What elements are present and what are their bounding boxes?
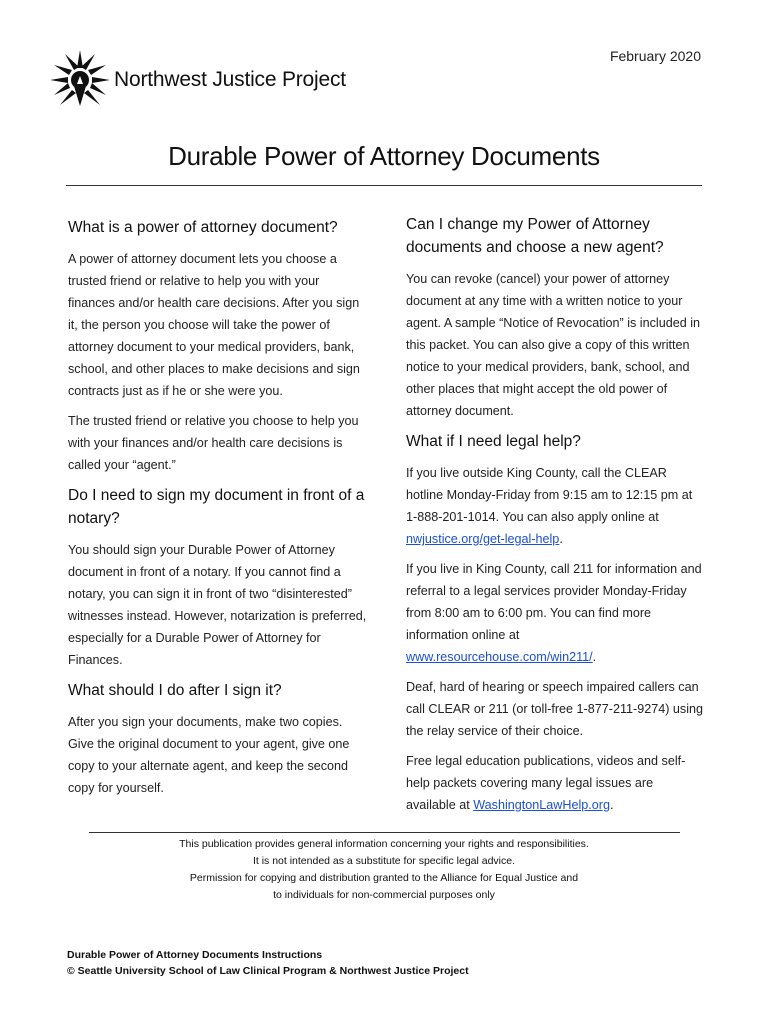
section-paragraph: You can revoke (cancel) your power of attorney document at any time with a written notice to your agent. A sample “Notice of Revocation” is included in this packet. You can also give a copy of this written notice to your medical providers, bank, school, and other places that might accept the old power of attorney document.: [406, 272, 701, 418]
section-heading-after-sign: What should I do after I sign it?: [68, 682, 282, 699]
page-footer: [67, 947, 469, 979]
page-title: Durable Power of Attorney Documents: [168, 141, 600, 171]
text: .: [559, 532, 563, 546]
title-divider: [66, 185, 702, 186]
section-paragraph: A power of attorney document lets you choose a trusted friend or relative to help you with your finances and/or health care decisions. After you sign it, the person you choose will take the power of attorney document to your medical providers, bank, school, and other places to make decisions and sign contracts just as if he or she were you.: [68, 252, 360, 398]
org-name: Northwest Justice Project: [114, 68, 346, 91]
section-paragraph: After you sign your documents, make two copies. Give the original document to your agent, give one copy to your alternate agent, and keep the second copy for yourself.: [68, 715, 350, 795]
section-paragraph: [406, 558, 706, 668]
section-heading-what-is: What is a power of attorney document?: [68, 219, 338, 236]
nwjustice-link[interactable]: nwjustice.org/get-legal-help: [406, 532, 560, 546]
resourcehouse-link[interactable]: www.resourcehouse.com/win211/: [406, 650, 593, 664]
text: .: [609, 798, 614, 812]
org-logo: [48, 48, 346, 112]
disclaimer-line: It is not intended as a substitute for specific legal advice.: [252, 855, 516, 867]
section-heading-legal-help: What if I need legal help?: [406, 433, 581, 450]
section-heading-change-agent: Can I change my Power of Attorney documents and choose a new agent?: [406, 216, 664, 256]
disclaimer-line: to individuals for non-commercial purposes only: [273, 889, 495, 901]
text: .: [592, 650, 597, 664]
disclaimer: [0, 836, 768, 904]
text: Free legal education publications, videos and self-help packets covering many legal issues are available at: [406, 754, 686, 812]
section-paragraph: You should sign your Durable Power of Attorney document in front of a notary. If you cannot find a notary, you can sign it in front of two “disinterested” witnesses instead. However, notarization is preferred, especially for a Durable Power of Attorney for Finances.: [68, 543, 367, 667]
footer-title: Durable Power of Attorney Documents Instructions: [67, 949, 323, 961]
disclaimer-line: Permission for copying and distribution granted to the Alliance for Equal Justice and: [189, 872, 579, 884]
left-column: [68, 216, 368, 807]
disclaimer-line: This publication provides general information concerning your rights and responsibilities.: [179, 838, 589, 850]
text: If you live outside King County, call the CLEAR hotline Monday-Friday from 9:15 am to 12:15 pm at 1-888-201-1014. You can also apply online at: [406, 466, 693, 524]
nwjp-sunburst-logo-icon: [48, 48, 112, 112]
section-heading-notary: Do I need to sign my document in front of a notary?: [68, 487, 365, 527]
disclaimer-divider: [89, 832, 680, 833]
section-paragraph: The trusted friend or relative you choose to help you with your finances and/or health care decisions is called your “agent.”: [68, 414, 359, 472]
section-paragraph: [406, 750, 706, 816]
date-label: February 2020: [609, 48, 701, 64]
right-column: [406, 213, 706, 824]
washingtonlawhelp-link[interactable]: WashingtonLawHelp.org: [473, 798, 610, 812]
section-paragraph: [406, 462, 706, 550]
footer-copyright: © Seattle University School of Law Clinical Program & Northwest Justice Project: [67, 965, 469, 977]
text: If you live in King County, call 211 for information and referral to a legal services provider Monday-Friday from 8:00 am to 6:00 pm. You can find more information online at: [406, 562, 702, 642]
section-paragraph: Deaf, hard of hearing or speech impaired callers can call CLEAR or 211 (or toll-free 1-877-211-9274) using the relay service of their choice.: [406, 680, 704, 738]
